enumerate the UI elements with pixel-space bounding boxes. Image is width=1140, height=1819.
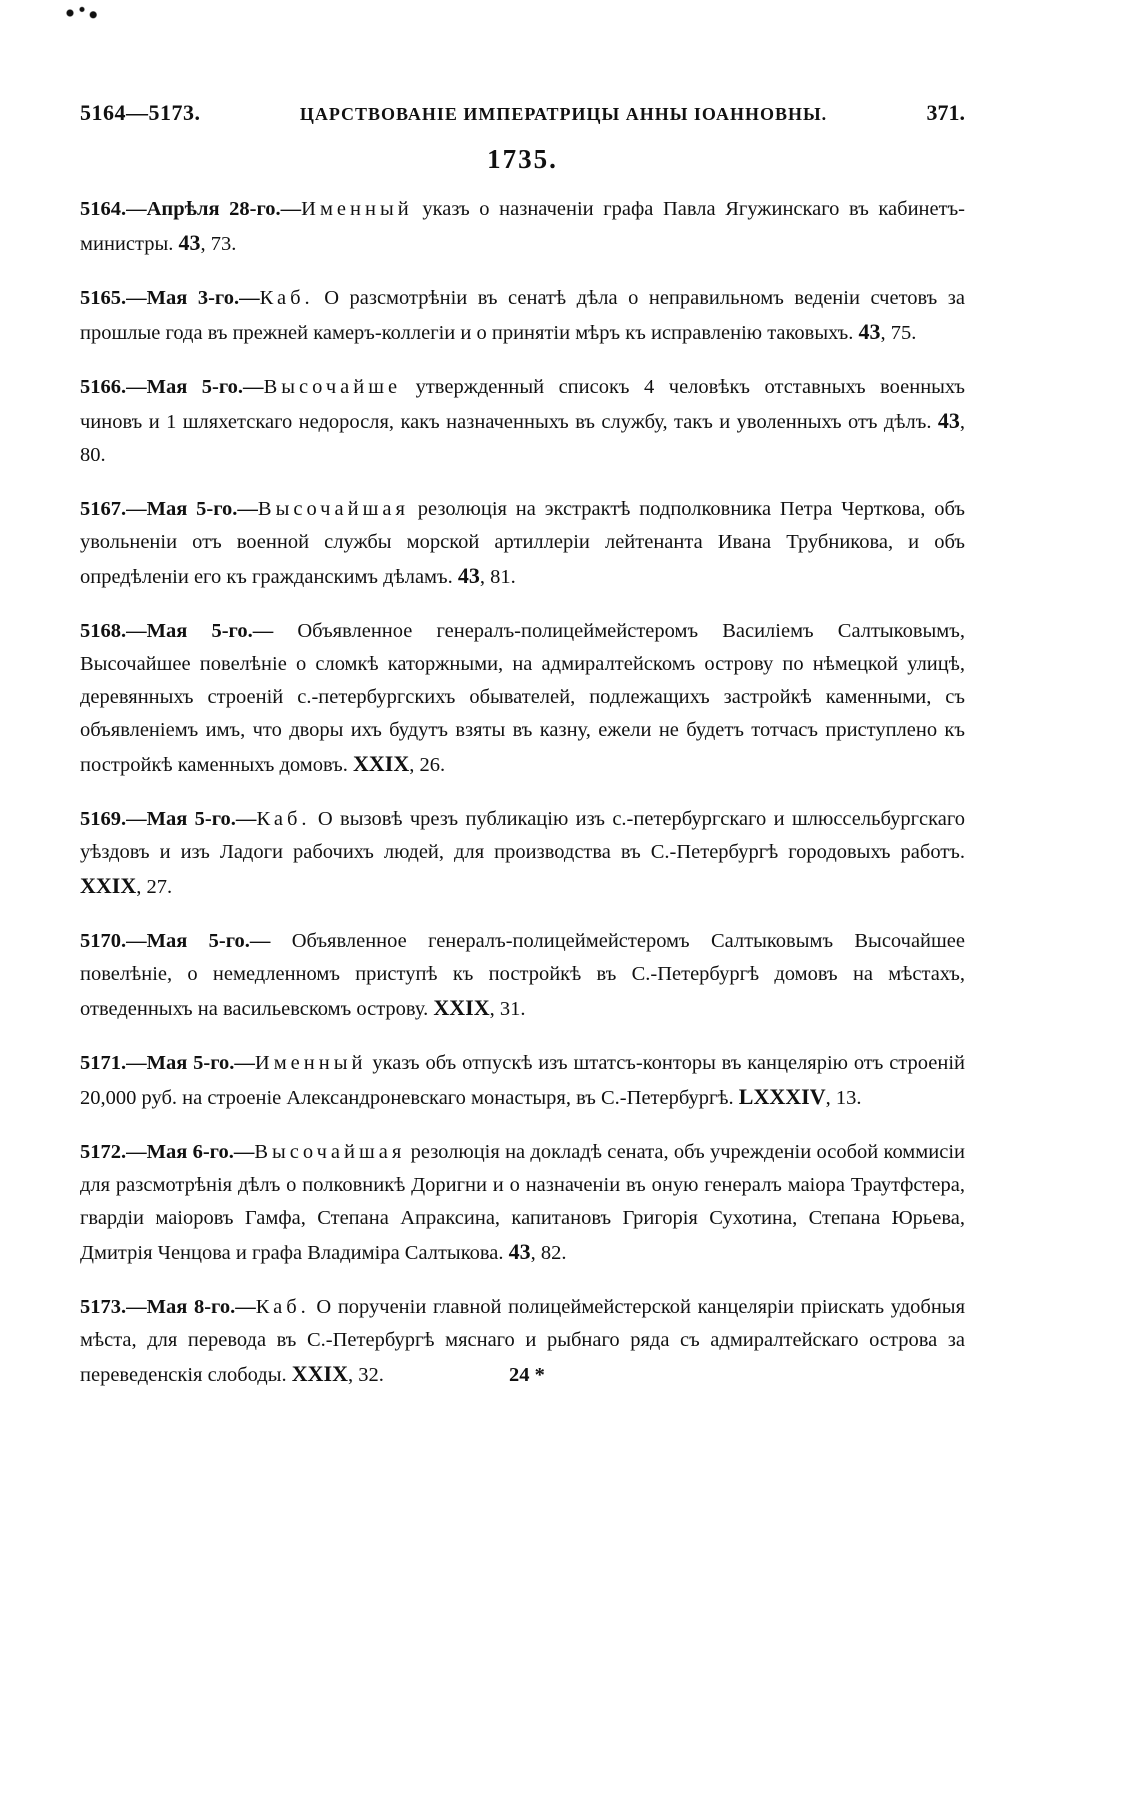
- volume-ref: 43: [457, 563, 480, 588]
- entry-text: резолюція на экстрактѣ подполковника Петра Черткова, объ увольненіи отъ военной службы морской артиллеріи лейтенанта Ивана Трубникова, и объ опредѣленіи его къ гражданскимъ дѣламъ.: [80, 498, 965, 588]
- page-number: 371.: [926, 100, 965, 125]
- entry-kind: Именный: [301, 198, 413, 220]
- entry-date: —Мая 5-го.—: [126, 498, 258, 520]
- entry-number: 5168.: [80, 620, 127, 642]
- entry-number: 5171.: [80, 1052, 127, 1074]
- page-ref: , 82.: [530, 1242, 567, 1264]
- year-heading: 1735.: [487, 144, 558, 174]
- entry-kind: Каб.: [255, 1296, 310, 1318]
- scan-smudge: [62, 4, 102, 22]
- entry: [80, 1291, 965, 1392]
- running-head: [80, 100, 965, 126]
- entry-number: 5167.: [80, 498, 127, 520]
- entry: [80, 803, 965, 904]
- entry-kind: Высочайше: [263, 376, 402, 398]
- entry-number: 5166.: [80, 376, 127, 398]
- entry: [80, 615, 965, 782]
- volume-ref: 43: [178, 230, 201, 255]
- volume-ref: 43: [937, 408, 960, 433]
- entry-date: —Мая 3-го.—: [126, 287, 260, 309]
- entry-range: 5164—5173.: [80, 100, 201, 125]
- volume-ref: 43: [508, 1239, 531, 1264]
- page-ref: , 31.: [489, 998, 526, 1020]
- entry-date: —Мая 5-го.—: [126, 930, 271, 952]
- entry-text: указъ объ отпускѣ изъ штатсъ-конторы въ канцелярію отъ строеній 20,000 руб. на строеніе Александроневскаго монастыря, въ С.-Петербургѣ.: [80, 1052, 965, 1109]
- entry: [80, 193, 965, 261]
- signature-mark: 24 *: [508, 1364, 545, 1386]
- entry-number: 5164.: [80, 198, 127, 220]
- entry: [80, 371, 965, 472]
- entry-number: 5172.: [80, 1141, 127, 1163]
- entry-date: —Мая 5-го.—: [126, 620, 274, 642]
- entry-text: Объявленное генералъ-полицеймейстеромъ Василіемъ Салтыковымъ, Высочайшее повелѣніе о сломкѣ каторжными, на адмиралтейскомъ острову по нѣмецкой улицѣ, деревянныхъ строеній с.-петербургскихъ обывателей, подлежащихъ застройкѣ каменными, съ объявленіемъ имъ, что дворы ихъ будутъ взяты въ казну, ежели не будетъ тотчасъ приступлено къ постройкѣ каменныхъ домовъ.: [80, 620, 965, 776]
- entry-list: [80, 193, 965, 1392]
- page-ref: , 26.: [409, 754, 446, 776]
- volume-ref: XXIX: [353, 751, 410, 776]
- entry-text: указъ о назначеніи графа Павла Ягужинскаго въ кабинетъ-министры.: [80, 198, 966, 255]
- entry-date: —Мая 6-го.—: [126, 1141, 255, 1163]
- entry-number: 5169.: [80, 808, 127, 830]
- volume-ref: 43: [858, 319, 881, 344]
- entry-kind: Каб.: [256, 808, 311, 830]
- entry-kind: Высочайшая: [254, 1141, 406, 1163]
- entry-date: —Апрѣля 28-го.—: [126, 198, 302, 220]
- page-ref: , 13.: [825, 1087, 862, 1109]
- volume-ref: XXIX: [291, 1361, 348, 1386]
- entry-date: —Мая 5-го.—: [126, 376, 264, 398]
- volume-ref: XXIX: [433, 995, 490, 1020]
- page-ref: , 75.: [880, 322, 917, 344]
- entry-text: О порученіи главной полицеймейстерской канцеляріи пріискать удобныя мѣста, для перевода въ С.-Петербургѣ мяснаго и рыбнаго ряда съ адмиралтейскаго острова за переведенскія слободы.: [80, 1296, 965, 1386]
- entry-number: 5170.: [80, 930, 127, 952]
- entry-number: 5173.: [80, 1296, 127, 1318]
- entry-date: —Мая 5-го.—: [126, 808, 257, 830]
- entry-text: Объявленное генералъ-полицеймейстеромъ Салтыковымъ Высочайшее повелѣніе, о немедленномъ приступѣ къ постройкѣ въ С.-Петербургѣ домовъ на мѣстахъ, отведенныхъ на васильевскомъ острову.: [80, 930, 966, 1020]
- entry-kind: Каб.: [259, 287, 314, 309]
- page-ref: , 80.: [80, 411, 965, 466]
- entry: [80, 1136, 965, 1270]
- page-ref: , 32.: [347, 1364, 384, 1386]
- page-ref: , 73.: [200, 233, 237, 255]
- entry-text: О вызовѣ чрезъ публикацію изъ с.-петербургскаго и шлюссельбургскаго уѣздовъ и изъ Ладоги рабочихъ людей, для производства въ С.-Петербургѣ городовыхъ работъ.: [80, 808, 965, 863]
- volume-ref: XXIX: [80, 873, 137, 898]
- entry-date: —Мая 5-го.—: [126, 1052, 255, 1074]
- entry-text: резолюція на докладѣ сената, объ учрежденіи особой коммисіи для разсмотрѣнія дѣлъ о полковникѣ Доригни и о назначеніи въ оную генералъ маіора Траутфстера, гвардіи маіоровъ Гамфа, Степана Апраксина, капитановъ Григорія Сухотина, Степана Юрьева, Дмитрія Ченцова и графа Владиміра Салтыкова.: [80, 1141, 965, 1264]
- entry-number: 5165.: [80, 287, 127, 309]
- entry: [80, 282, 965, 350]
- entry-kind: Высочайшая: [257, 498, 409, 520]
- entry: [80, 925, 965, 1026]
- entry-kind: Именный: [254, 1052, 367, 1074]
- entry: [80, 493, 965, 594]
- entry-date: —Мая 8-го.—: [126, 1296, 256, 1318]
- page-ref: , 27.: [136, 876, 173, 898]
- entry-text: утвержденный списокъ 4 человѣкъ отставныхъ военныхъ чиновъ и 1 шляхетскаго недоросля, какъ назначенныхъ въ службу, такъ и уволенныхъ отъ дѣлъ.: [80, 376, 966, 433]
- page-title: ЦАРСТВОВАНІЕ ИМПЕРАТРИЦЫ АННЫ ІОАННОВНЫ.: [299, 104, 828, 124]
- page-ref: , 81.: [479, 566, 516, 588]
- entry-text: О разсмотрѣніи въ сенатѣ дѣла о неправильномъ веденіи счетовъ за прошлые года въ прежней камеръ-коллегіи и о принятіи мѣръ къ исправленію таковыхъ.: [80, 287, 965, 344]
- volume-ref: LXXXIV: [738, 1084, 826, 1109]
- entry: [80, 1047, 965, 1115]
- document-page: [80, 100, 965, 1413]
